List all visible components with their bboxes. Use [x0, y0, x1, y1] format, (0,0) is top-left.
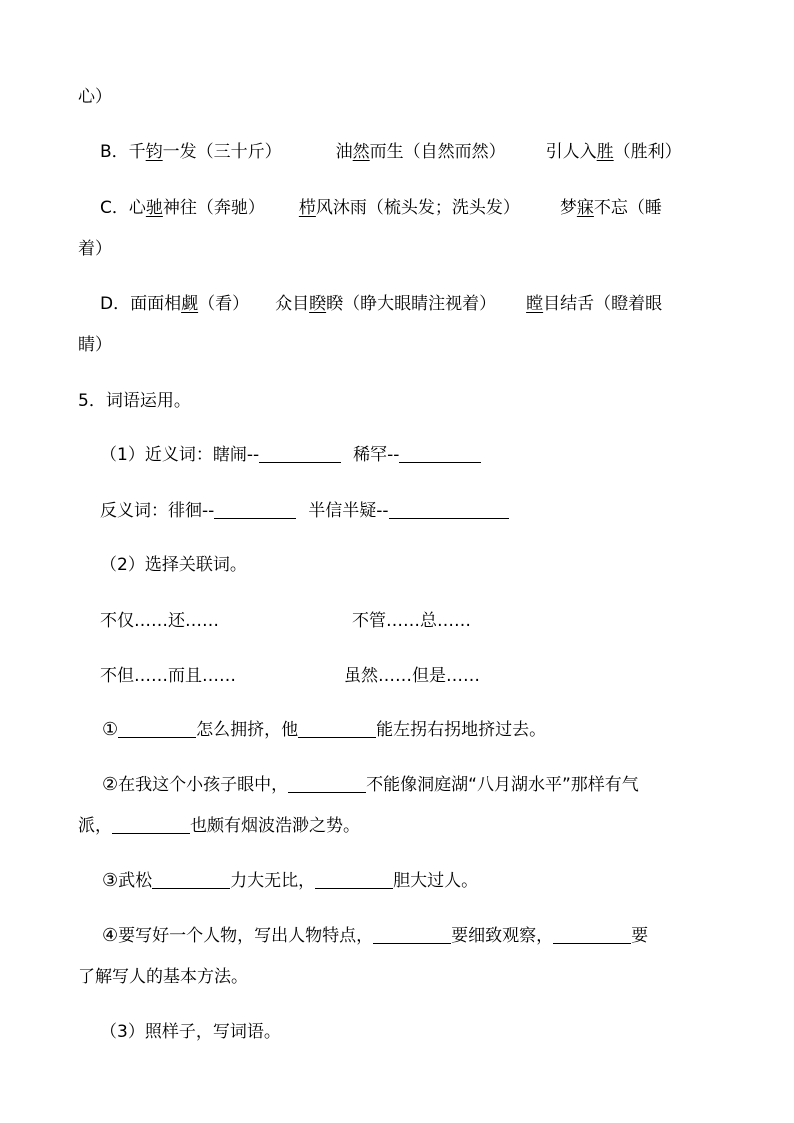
item-4-continuation: [78, 966, 248, 988]
answer-blank[interactable]: [399, 444, 481, 463]
phrase-text: 不忘（睡: [593, 198, 662, 218]
conjunction-text: 虽然……但是……: [344, 666, 480, 686]
sentence-text: 要写好一个人物，写出人物特点，: [118, 926, 374, 946]
antonym-word: 徘徊--: [168, 501, 215, 521]
answer-blank[interactable]: [214, 500, 296, 519]
option-c-continuation: [78, 238, 112, 260]
item-number: ④: [102, 925, 119, 946]
phrase-text: 目结舌（瞪着眼: [543, 294, 663, 314]
phrase-text: （胜利）: [613, 142, 682, 162]
answer-blank[interactable]: [298, 719, 376, 738]
q5-1-antonyms: [100, 500, 509, 522]
phrase-text: 一发（三十斤）: [162, 142, 282, 162]
option-c: [100, 197, 662, 219]
phrase-text: （看）: [198, 294, 250, 314]
antonym-word: 半信半疑--: [308, 501, 389, 521]
answer-blank[interactable]: [118, 719, 196, 738]
sub-number: （1）: [100, 445, 145, 465]
phrase-text: 神往（奔驰）: [162, 198, 265, 218]
phrase-text: 睽（睁大眼睛注视着）: [326, 294, 497, 314]
item-number: ③: [102, 870, 119, 891]
underlined-char: 然: [352, 142, 370, 162]
sentence-text: 也颇有烟波浩渺之势。: [190, 816, 360, 836]
sentence-text: 不能像洞庭湖“八月湖水平”那样有气: [366, 775, 639, 795]
underlined-char: 瞠: [526, 294, 544, 314]
sub-title: （2）选择关联词。: [100, 555, 247, 575]
phrase-text: 众目: [275, 294, 310, 314]
conjunction-pair: [100, 610, 219, 632]
underlined-char: 觑: [181, 294, 199, 314]
item-3: [102, 870, 478, 892]
continuation-text: 睛）: [78, 335, 112, 355]
item-number: ①: [102, 719, 119, 740]
underlined-char: 驰: [145, 198, 163, 218]
sentence-text: 怎么拥挤，他: [196, 720, 299, 740]
answer-blank[interactable]: [553, 925, 631, 944]
synonym-word: 稀罕--: [353, 445, 400, 465]
answer-blank[interactable]: [112, 815, 190, 834]
conjunction-pair: [352, 610, 471, 632]
sentence-text: 武松: [118, 871, 153, 891]
sentence-text: 要: [631, 926, 649, 946]
sentence-text: 在我这个小孩子眼中，: [118, 775, 289, 795]
answer-blank[interactable]: [288, 774, 366, 793]
item-2: [102, 774, 639, 796]
q5-2-title: [100, 554, 247, 576]
item-number: ②: [102, 774, 119, 795]
answer-blank[interactable]: [315, 870, 393, 889]
sentence-text: 了解写人的基本方法。: [78, 967, 248, 987]
underlined-char: 睽: [309, 294, 327, 314]
answer-blank[interactable]: [373, 925, 451, 944]
conjunction-text: 不仅……还……: [100, 611, 219, 631]
synonym-label: 近义词：: [144, 445, 213, 465]
sentence-text: 要细致观察，: [451, 926, 554, 946]
conjunction-text: 不管……总……: [352, 611, 471, 631]
conjunction-pair: [100, 665, 236, 687]
option-label: B．: [100, 142, 129, 162]
option-a-continuation: [78, 86, 112, 108]
conjunction-text: 不但……而且……: [100, 666, 236, 686]
option-label: D．: [100, 294, 131, 314]
conjunction-pair: [344, 665, 480, 687]
phrase-text: 梦: [559, 198, 577, 218]
phrase-text: 油: [335, 142, 353, 162]
answer-blank[interactable]: [152, 870, 230, 889]
underlined-char: 寐: [576, 198, 594, 218]
phrase-text: 心: [128, 198, 146, 218]
phrase-text: 面面相: [130, 294, 182, 314]
answer-blank[interactable]: [259, 444, 341, 463]
underlined-char: 钧: [145, 142, 163, 162]
item-2-continuation: [78, 815, 360, 837]
answer-blank[interactable]: [389, 500, 509, 519]
sentence-text: 能左拐右拐地挤过去。: [376, 720, 547, 740]
sentence-text: 力大无比，: [230, 871, 316, 891]
option-d-continuation: [78, 334, 112, 356]
option-b: [100, 141, 682, 163]
item-4: [102, 925, 648, 947]
question-title: 5．词语运用。: [78, 391, 191, 411]
phrase-text: 而生（自然而然）: [369, 142, 506, 162]
phrase-text: 风沐雨（梳头发；洗头发）: [315, 198, 520, 218]
phrase-text: 引人入: [545, 142, 597, 162]
synonym-word: 瞎闹--: [212, 445, 260, 465]
sentence-text: 胆大过人。: [393, 871, 479, 891]
sentence-text: 派，: [78, 816, 112, 836]
q5-1-synonyms: [100, 444, 481, 466]
sub-title: （3）照样子，写词语。: [100, 1022, 281, 1042]
question-5-title: [78, 390, 191, 412]
option-label: C．: [100, 198, 129, 218]
underlined-char: 胜: [596, 142, 614, 162]
q5-3-title: [100, 1021, 281, 1043]
antonym-label: 反义词：: [100, 501, 168, 521]
underlined-char: 栉: [298, 198, 316, 218]
phrase-text: 千: [128, 142, 146, 162]
option-d: [100, 293, 662, 315]
item-1: [102, 719, 546, 741]
continuation-text: 心）: [78, 87, 112, 107]
continuation-text: 着）: [78, 239, 112, 259]
